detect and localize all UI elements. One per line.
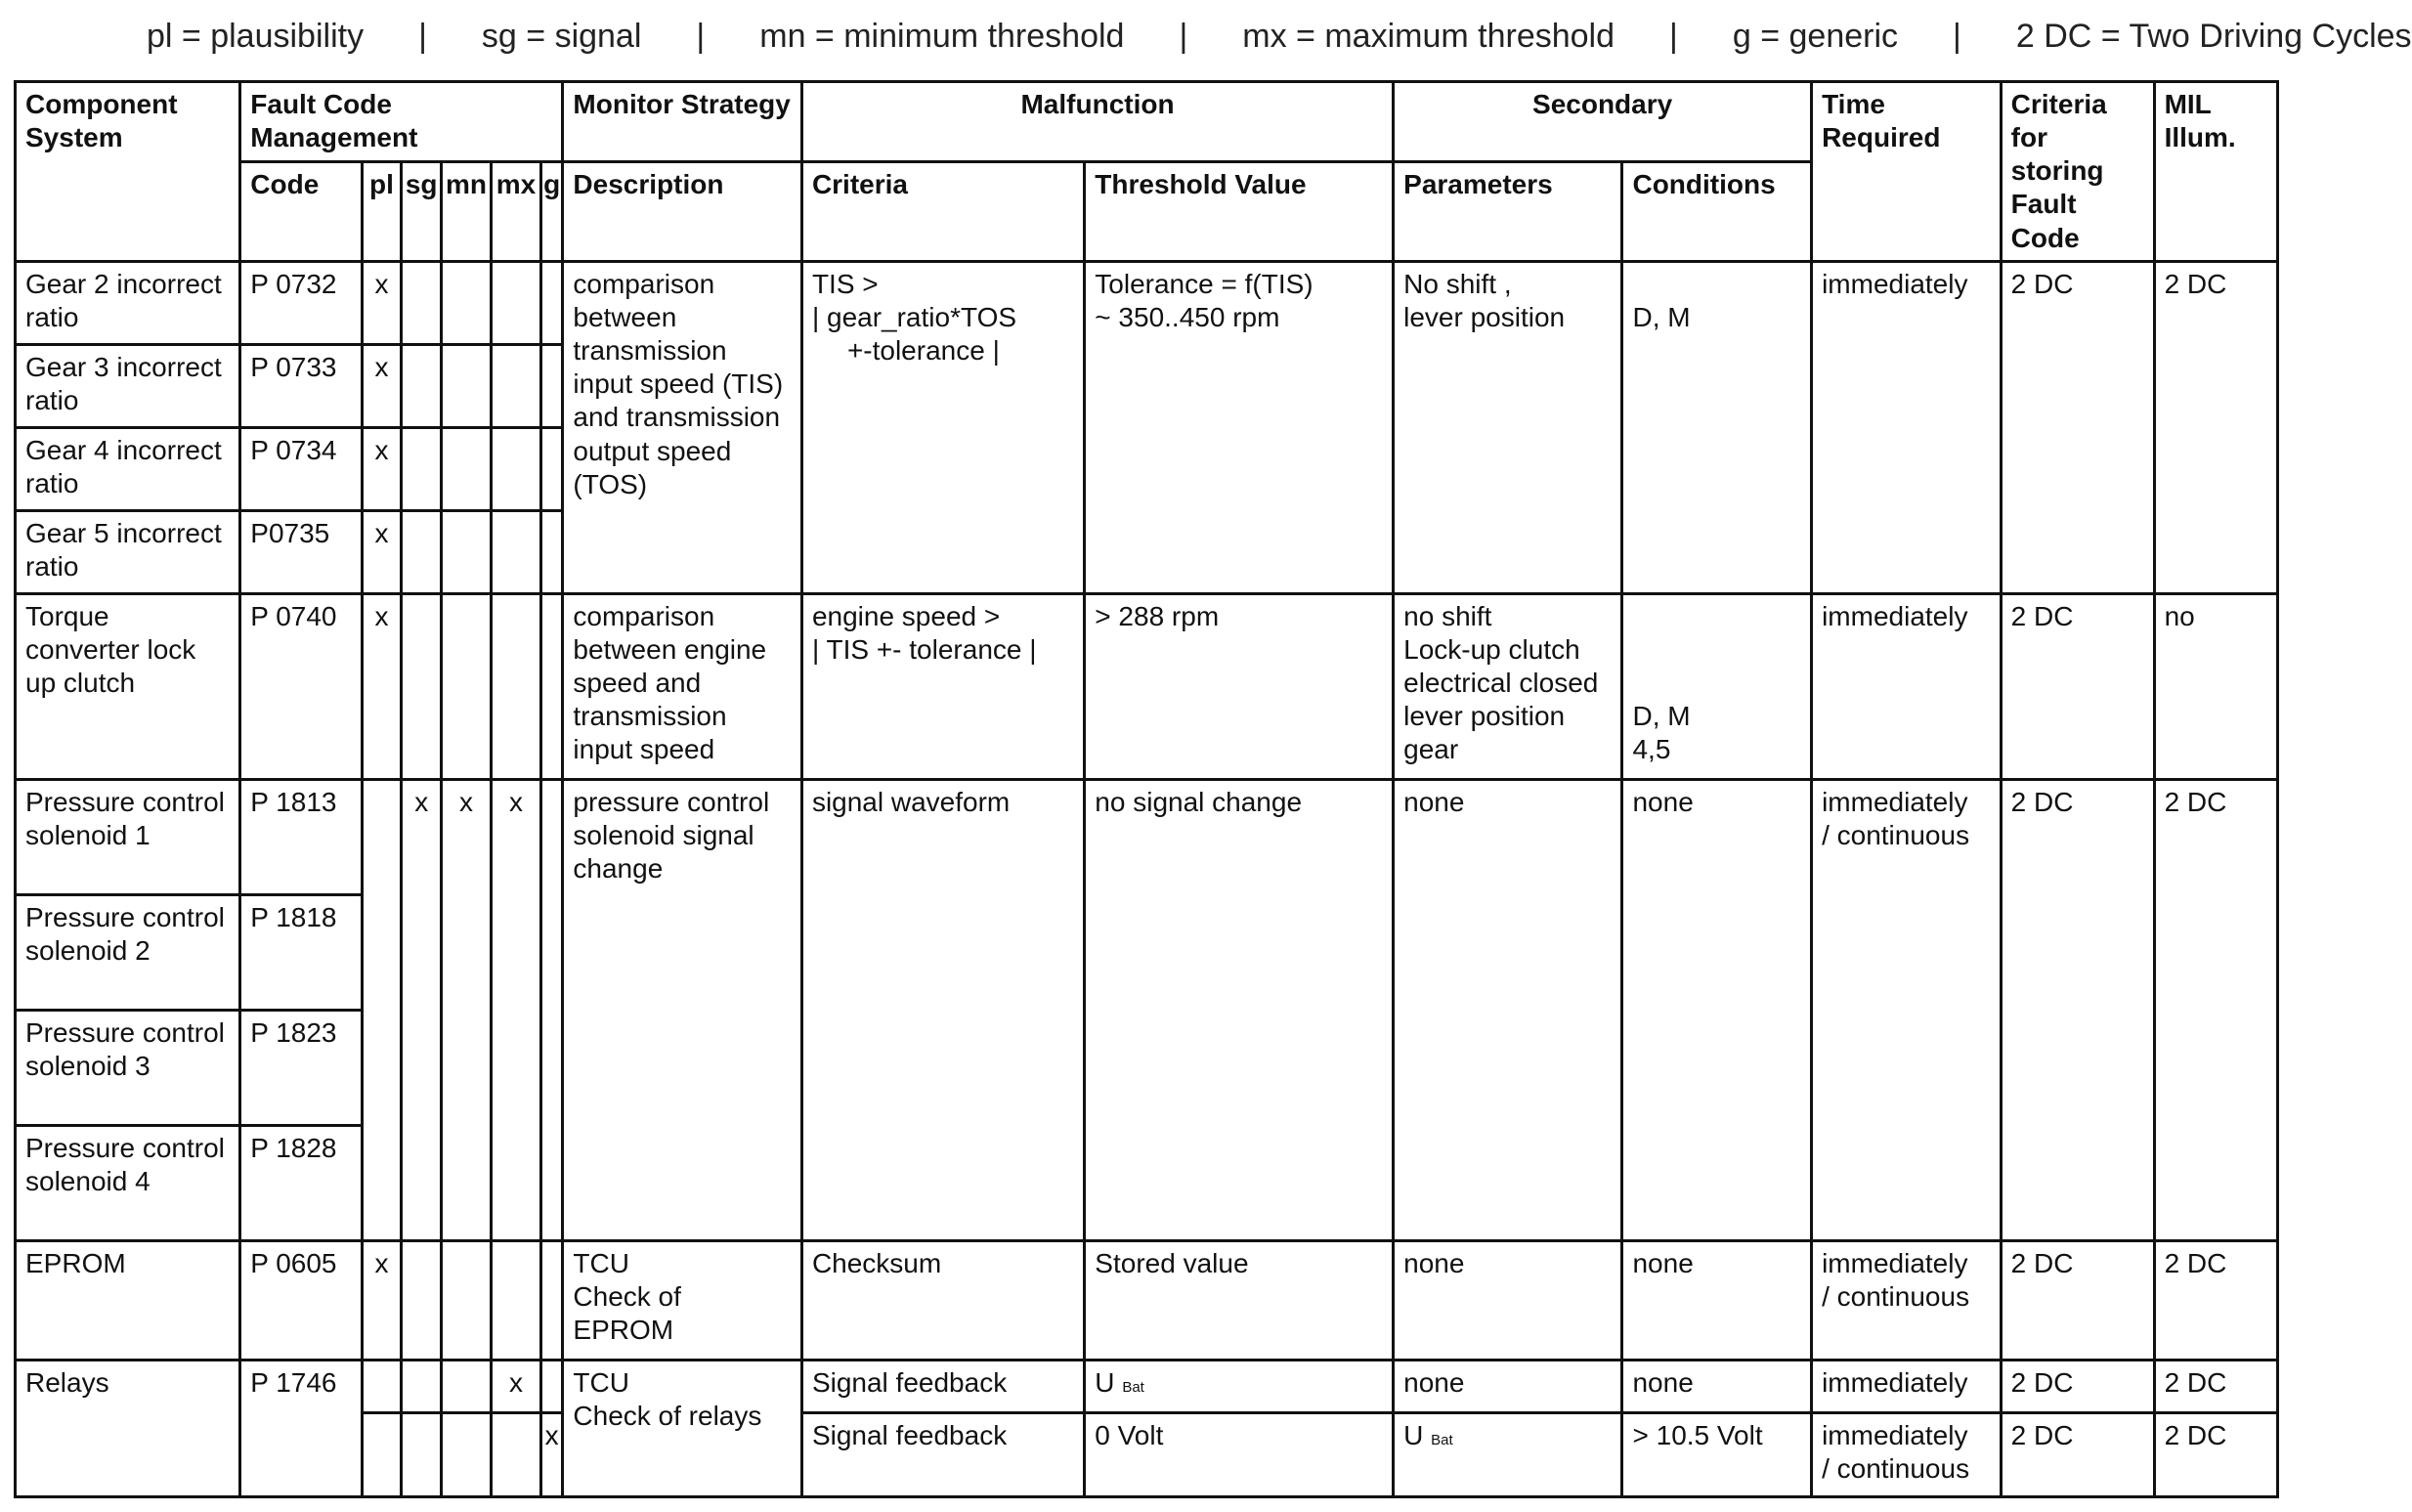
empty-cell bbox=[540, 593, 562, 779]
pressure-time bbox=[1812, 779, 2002, 1240]
mx-mark: x bbox=[492, 1360, 541, 1412]
legend-sg: sg = signal bbox=[481, 17, 642, 55]
eprom-time-line: / continuous bbox=[1822, 1280, 1970, 1312]
table-row-code: P 0734 bbox=[240, 427, 362, 510]
empty-cell bbox=[540, 1360, 562, 1412]
legend-mx: mx = maximum threshold bbox=[1242, 17, 1615, 55]
pl-mark: x bbox=[362, 1240, 402, 1360]
torque-parameters-line: lever position bbox=[1403, 701, 1566, 732]
empty-cell bbox=[540, 779, 562, 1240]
pl-mark: x bbox=[362, 510, 402, 593]
empty-cell bbox=[492, 261, 541, 344]
header-parameters: Parameters bbox=[1394, 162, 1622, 261]
relays-storing: 2 DC bbox=[2001, 1412, 2154, 1496]
torque-parameters-line: no shift bbox=[1403, 600, 1492, 631]
eprom-mil: 2 DC bbox=[2154, 1240, 2277, 1360]
header-monitor-strategy: Monitor Strategy bbox=[563, 82, 802, 162]
table-row-component: Gear 4 incorrect ratio bbox=[16, 427, 240, 510]
gear-time: immediately bbox=[1812, 261, 2002, 593]
empty-cell bbox=[402, 1412, 442, 1496]
empty-cell bbox=[442, 1240, 492, 1360]
eprom-time bbox=[1812, 1240, 2002, 1360]
eprom-description-line: EPROM bbox=[573, 1315, 674, 1346]
torque-conditions-line: D, M bbox=[1632, 700, 1691, 731]
empty-cell bbox=[402, 344, 442, 427]
legend-separator: | bbox=[1669, 17, 1678, 55]
relays-criteria: Signal feedback bbox=[801, 1412, 1084, 1496]
fault-code-table bbox=[14, 80, 2279, 1498]
gear-criteria-line: +-tolerance | bbox=[846, 335, 1000, 367]
relays-threshold: 0 Volt bbox=[1085, 1412, 1394, 1496]
empty-cell bbox=[442, 510, 492, 593]
ubat-subscript: Bat bbox=[1431, 1431, 1453, 1448]
mn-mark: x bbox=[442, 779, 492, 1240]
mx-mark: x bbox=[492, 779, 541, 1240]
table-row-component: Pressure control solenoid 4 bbox=[16, 1125, 240, 1240]
header-malfunction: Malfunction bbox=[801, 82, 1393, 162]
header-secondary: Secondary bbox=[1394, 82, 1812, 162]
ubat-symbol: U bbox=[1403, 1419, 1424, 1450]
empty-cell bbox=[402, 1360, 442, 1412]
gear-criteria-line: | gear_ratio*TOS bbox=[811, 301, 1017, 332]
relays-parameters: none bbox=[1394, 1360, 1622, 1412]
header-code: Code bbox=[240, 162, 362, 261]
relays-component: Relays bbox=[16, 1360, 240, 1496]
empty-cell bbox=[540, 261, 562, 344]
gear-conditions-value: D, M bbox=[1632, 301, 1691, 332]
empty-cell bbox=[492, 1412, 541, 1496]
empty-cell bbox=[402, 427, 442, 510]
eprom-description bbox=[563, 1240, 802, 1360]
gear-parameters-line: lever position bbox=[1403, 301, 1566, 332]
torque-criteria-line: engine speed > bbox=[811, 600, 1001, 631]
legend-line bbox=[147, 14, 2412, 59]
relays-conditions: none bbox=[1622, 1360, 1812, 1412]
torque-storing: 2 DC bbox=[2001, 593, 2154, 779]
legend-separator: | bbox=[1953, 17, 1961, 55]
eprom-description-line: Check of bbox=[573, 1280, 681, 1312]
torque-criteria bbox=[801, 593, 1084, 779]
gear-parameters-line: No shift , bbox=[1403, 268, 1512, 299]
legend-pl: pl = plausibility bbox=[147, 17, 365, 55]
pressure-mil: 2 DC bbox=[2154, 779, 2277, 1240]
header-time-required: Time Required bbox=[1812, 82, 2002, 262]
relays-time-line: immediately bbox=[1822, 1419, 1968, 1450]
empty-cell bbox=[442, 1412, 492, 1496]
empty-cell bbox=[540, 427, 562, 510]
eprom-criteria: Checksum bbox=[801, 1240, 1084, 1360]
gear-parameters bbox=[1394, 261, 1622, 593]
table-row-code: P 1818 bbox=[240, 894, 362, 1010]
empty-cell bbox=[492, 510, 541, 593]
empty-cell bbox=[402, 1240, 442, 1360]
empty-cell bbox=[442, 344, 492, 427]
torque-conditions bbox=[1622, 593, 1812, 779]
pressure-storing: 2 DC bbox=[2001, 779, 2154, 1240]
table-row-component: Pressure control solenoid 3 bbox=[16, 1010, 240, 1125]
relays-time: immediately bbox=[1812, 1360, 2002, 1412]
table-row-code: P 1828 bbox=[240, 1125, 362, 1240]
relays-code: P 1746 bbox=[240, 1360, 362, 1496]
table-row-component: Gear 5 incorrect ratio bbox=[16, 510, 240, 593]
eprom-description-line: TCU bbox=[573, 1247, 629, 1278]
relays-time-line: / continuous bbox=[1822, 1452, 1970, 1484]
eprom-time-line: immediately bbox=[1822, 1247, 1968, 1278]
empty-cell bbox=[362, 1412, 402, 1496]
header-sg: sg bbox=[402, 162, 442, 261]
relays-description-line: Check of relays bbox=[573, 1400, 762, 1431]
table-row-component: Pressure control solenoid 2 bbox=[16, 894, 240, 1010]
gear-storing: 2 DC bbox=[2001, 261, 2154, 593]
eprom-code: P 0605 bbox=[240, 1240, 362, 1360]
empty-cell bbox=[362, 779, 402, 1240]
header-description: Description bbox=[563, 162, 802, 261]
empty-cell bbox=[402, 261, 442, 344]
g-mark: x bbox=[540, 1412, 562, 1496]
empty-cell bbox=[402, 510, 442, 593]
relays-mil: 2 DC bbox=[2154, 1360, 2277, 1412]
eprom-component: EPROM bbox=[16, 1240, 240, 1360]
header-conditions: Conditions bbox=[1622, 162, 1812, 261]
header-fault-code-management: Fault Code Management bbox=[240, 82, 563, 162]
header-mil-illum: MIL Illum. bbox=[2154, 82, 2277, 262]
torque-parameters-line: electrical closed bbox=[1403, 668, 1599, 699]
table-row-component: Gear 2 incorrect ratio bbox=[16, 261, 240, 344]
empty-cell bbox=[442, 427, 492, 510]
legend-dc: 2 DC = Two Driving Cycles bbox=[2015, 17, 2412, 55]
header-threshold-value: Threshold Value bbox=[1085, 162, 1394, 261]
pressure-conditions: none bbox=[1622, 779, 1812, 1240]
table-row-code: P 0733 bbox=[240, 344, 362, 427]
gear-criteria-line: TIS > bbox=[811, 268, 879, 299]
empty-cell bbox=[362, 1360, 402, 1412]
empty-cell bbox=[540, 344, 562, 427]
sg-mark: x bbox=[402, 779, 442, 1240]
eprom-storing: 2 DC bbox=[2001, 1240, 2154, 1360]
empty-cell bbox=[492, 427, 541, 510]
table-row-code: P 1823 bbox=[240, 1010, 362, 1125]
torque-time: immediately bbox=[1812, 593, 2002, 779]
gear-mil: 2 DC bbox=[2154, 261, 2277, 593]
table-row-code: P0735 bbox=[240, 510, 362, 593]
torque-conditions-line: 4,5 bbox=[1632, 733, 1671, 764]
header-pl: pl bbox=[362, 162, 402, 261]
relays-description-line: TCU bbox=[573, 1366, 629, 1398]
pressure-time-line: / continuous bbox=[1822, 819, 1970, 850]
empty-cell bbox=[402, 593, 442, 779]
legend-g: g = generic bbox=[1732, 17, 1899, 55]
torque-code: P 0740 bbox=[240, 593, 362, 779]
torque-mil: no bbox=[2154, 593, 2277, 779]
pl-mark: x bbox=[362, 261, 402, 344]
empty-cell bbox=[492, 344, 541, 427]
relays-time bbox=[1812, 1412, 2002, 1496]
table-row-component: Gear 3 incorrect ratio bbox=[16, 344, 240, 427]
torque-parameters-line: gear bbox=[1403, 734, 1459, 765]
gear-conditions bbox=[1622, 261, 1812, 593]
header-component: Component System bbox=[16, 82, 240, 262]
relays-threshold bbox=[1085, 1360, 1394, 1412]
empty-cell bbox=[492, 1240, 541, 1360]
header-g: g bbox=[540, 162, 562, 261]
eprom-conditions: none bbox=[1622, 1240, 1812, 1360]
legend-separator: | bbox=[696, 17, 706, 55]
relays-parameters bbox=[1394, 1412, 1622, 1496]
table-row-component: Pressure control solenoid 1 bbox=[16, 779, 240, 894]
pl-mark: x bbox=[362, 593, 402, 779]
torque-component: Torque converter lock up clutch bbox=[16, 593, 240, 779]
legend-mn: mn = minimum threshold bbox=[759, 17, 1125, 55]
header-mx: mx bbox=[492, 162, 541, 261]
torque-parameters-line: Lock-up clutch bbox=[1403, 633, 1580, 665]
relays-description bbox=[563, 1360, 802, 1496]
legend-separator: | bbox=[418, 17, 427, 55]
pressure-criteria: signal waveform bbox=[801, 779, 1084, 1240]
header-criteria-storing: Criteria for storing Fault Code bbox=[2001, 82, 2154, 262]
torque-parameters bbox=[1394, 593, 1622, 779]
header-criteria: Criteria bbox=[801, 162, 1084, 261]
gear-description: comparison between transmission input speed (TIS) and transmission output speed (TOS) bbox=[563, 261, 802, 593]
pl-mark: x bbox=[362, 427, 402, 510]
pressure-time-line: immediately bbox=[1822, 786, 1968, 817]
gear-threshold-line: Tolerance = f(TIS) bbox=[1095, 268, 1314, 299]
gear-threshold bbox=[1085, 261, 1394, 593]
pl-mark: x bbox=[362, 344, 402, 427]
table-row-code: P 0732 bbox=[240, 261, 362, 344]
empty-cell bbox=[540, 510, 562, 593]
torque-threshold: > 288 rpm bbox=[1085, 593, 1394, 779]
relays-criteria: Signal feedback bbox=[801, 1360, 1084, 1412]
relays-conditions: > 10.5 Volt bbox=[1622, 1412, 1812, 1496]
pressure-parameters: none bbox=[1394, 779, 1622, 1240]
gear-threshold-line: ~ 350..450 rpm bbox=[1095, 301, 1280, 332]
table-row-code: P 1813 bbox=[240, 779, 362, 894]
empty-cell bbox=[442, 1360, 492, 1412]
empty-cell bbox=[540, 1240, 562, 1360]
torque-criteria-line: | TIS +- tolerance | bbox=[811, 633, 1037, 665]
pressure-description: pressure control solenoid signal change bbox=[563, 779, 802, 1240]
gear-criteria bbox=[801, 261, 1084, 593]
relays-mil: 2 DC bbox=[2154, 1412, 2277, 1496]
header-mn: mn bbox=[442, 162, 492, 261]
empty-cell bbox=[442, 261, 492, 344]
eprom-parameters: none bbox=[1394, 1240, 1622, 1360]
torque-description: comparison between engine speed and transmission input speed bbox=[563, 593, 802, 779]
pressure-threshold: no signal change bbox=[1085, 779, 1394, 1240]
empty-cell bbox=[492, 593, 541, 779]
ubat-symbol: U bbox=[1095, 1366, 1115, 1398]
legend-separator: | bbox=[1179, 17, 1188, 55]
empty-cell bbox=[442, 593, 492, 779]
eprom-threshold: Stored value bbox=[1085, 1240, 1394, 1360]
ubat-subscript: Bat bbox=[1122, 1378, 1144, 1396]
relays-storing: 2 DC bbox=[2001, 1360, 2154, 1412]
